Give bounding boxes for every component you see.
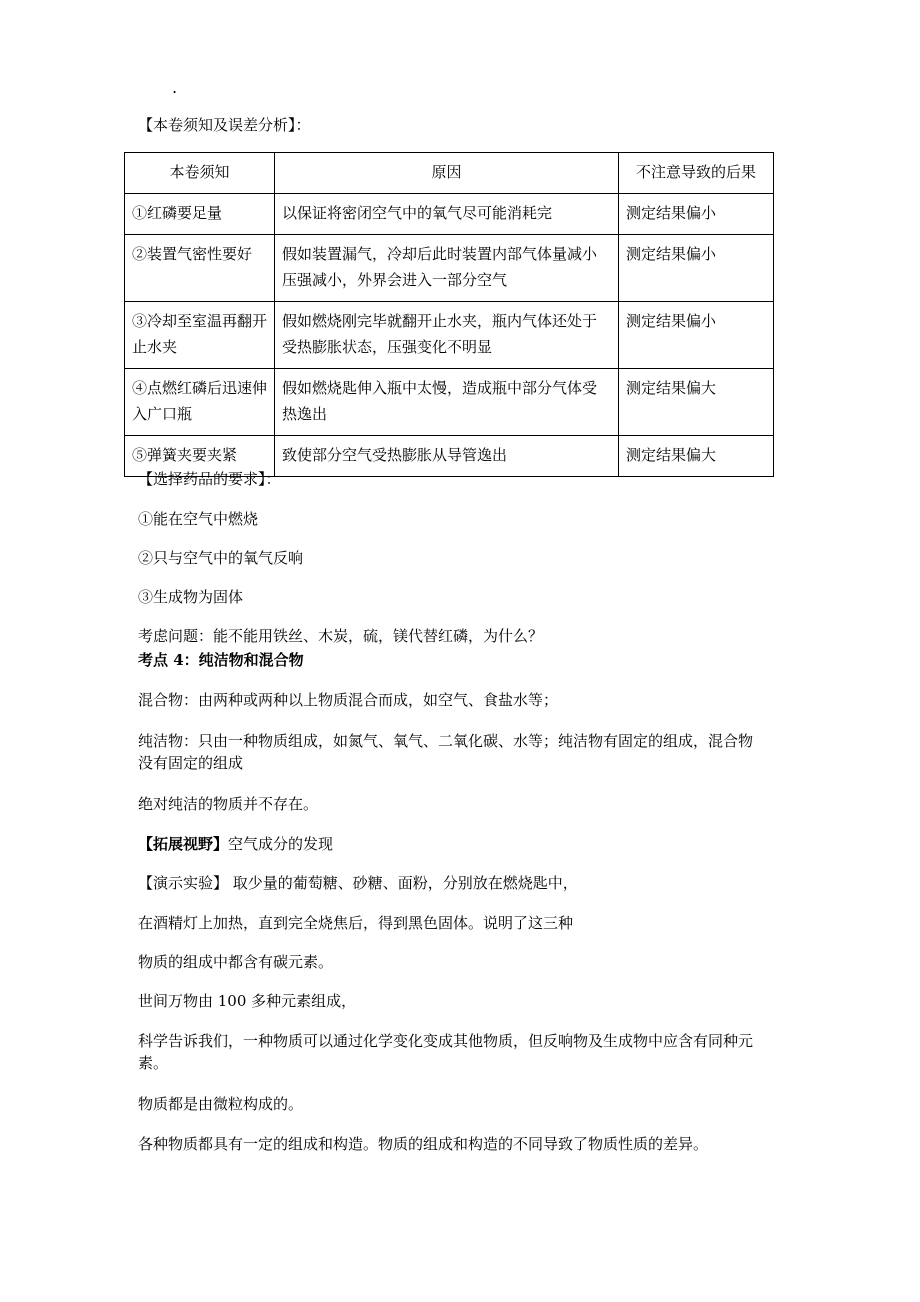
table-row xyxy=(125,369,774,436)
kaodian4-heading: 考点 4：纯洁物和混合物 xyxy=(138,651,304,669)
world-text: 世间万物由 100 多种元素组成， xyxy=(138,992,357,1010)
section-notes-title: 【本卷须知及误差分析】： xyxy=(138,116,311,134)
table-cell-reason: 假如装置漏气，冷却后此时装置内部气体量减小压强减小，外界会进入一部分空气 xyxy=(275,235,619,302)
table-cell-result: 测定结果偏小 xyxy=(619,302,774,369)
pure-definition: 纯洁物：只由一种物质组成，如氮气、氧气、二氧化碳、水等；纯洁物有固定的组成，混合物没有固定的组成 xyxy=(138,732,754,772)
section-reagent-title: 【选择药品的要求】： xyxy=(138,470,281,488)
mixture-definition: 混合物：由两种或两种以上物质混合而成，如空气、食盐水等； xyxy=(138,691,559,709)
table-cell-reason: 假如燃烧匙伸入瓶中太慢，造成瓶中部分气体受热逸出 xyxy=(275,369,619,436)
demo-label: 【演示实验】 xyxy=(138,874,229,892)
expand-label: 【拓展视野】 xyxy=(138,835,229,853)
expand-paragraph xyxy=(138,833,333,855)
table-row xyxy=(125,194,774,235)
table-row xyxy=(125,302,774,369)
demo-line-3: 物质的组成中都含有碳元素。 xyxy=(138,953,334,971)
list-item: ③生成物为固体 xyxy=(138,588,244,606)
table-cell-result: 测定结果偏大 xyxy=(619,436,774,477)
table-cell-result: 测定结果偏小 xyxy=(619,194,774,235)
table-cell-result: 测定结果偏大 xyxy=(619,369,774,436)
science-text: 科学告诉我们，一种物质可以通过化学变化变成其他物质，但反响物及生成物中应含有同种元素。 xyxy=(138,1032,754,1072)
question-text: 考虑问题：能不能用铁丝、木炭，硫，镁代替红磷，为什么？ xyxy=(138,627,544,645)
table-cell-note: ⑤弹簧夹要夹紧 xyxy=(125,436,275,477)
table-cell-note: ②装置气密性要好 xyxy=(125,235,275,302)
page-dot: . xyxy=(172,78,178,97)
table-header-note: 本卷须知 xyxy=(125,153,275,194)
expand-text: 空气成分的发现 xyxy=(228,835,334,853)
table-header-result: 不注意导致的后果 xyxy=(619,153,774,194)
table-cell-reason: 以保证将密闭空气中的氧气尽可能消耗完 xyxy=(275,194,619,235)
absolute-statement: 绝对纯洁的物质并不存在。 xyxy=(138,795,319,813)
table-cell-note: ①红磷要足量 xyxy=(125,194,275,235)
table-cell-result: 测定结果偏小 xyxy=(619,235,774,302)
notes-table xyxy=(124,152,774,477)
list-item: ②只与空气中的氧气反响 xyxy=(138,549,304,567)
structure-text: 各种物质都具有一定的组成和构造。物质的组成和构造的不同导致了物质性质的差异。 xyxy=(138,1135,709,1153)
demo-text: 取少量的葡萄糖、砂糖、面粉，分别放在燃烧匙中， xyxy=(228,874,578,892)
table-cell-reason: 致使部分空气受热膨胀从导管逸出 xyxy=(275,436,619,477)
particles-text: 物质都是由微粒构成的。 xyxy=(138,1095,304,1113)
table-cell-note: ④点燃红磷后迅速伸入广口瓶 xyxy=(125,369,275,436)
table-cell-note: ③冷却至室温再翻开止水夹 xyxy=(125,302,275,369)
demo-paragraph xyxy=(138,872,578,894)
table-cell-reason: 假如燃烧刚完毕就翻开止水夹，瓶内气体还处于受热膨胀状态，压强变化不明显 xyxy=(275,302,619,369)
list-item: ①能在空气中燃烧 xyxy=(138,510,259,528)
demo-line-2: 在酒精灯上加热，直到完全烧焦后，得到黑色固体。说明了这三种 xyxy=(138,914,574,932)
table-header-row xyxy=(125,153,774,194)
table-row xyxy=(125,235,774,302)
table-header-reason: 原因 xyxy=(275,153,619,194)
